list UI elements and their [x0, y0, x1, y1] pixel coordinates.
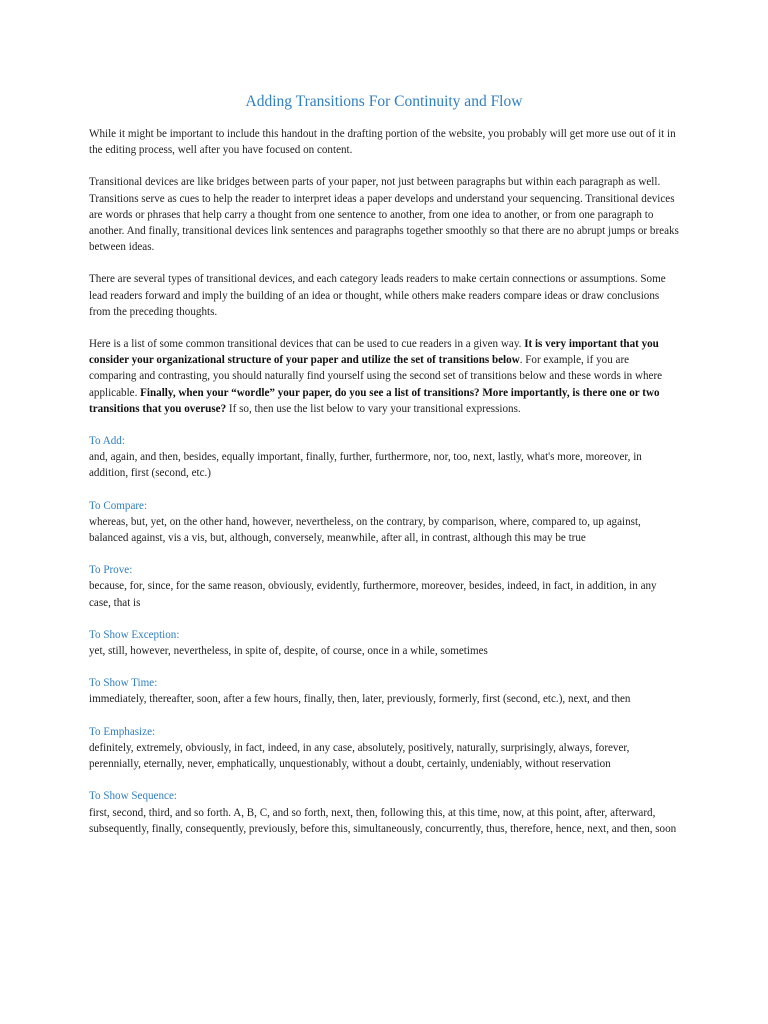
section-text: because, for, since, for the same reason, obviously, evidently, furthermore, moreover, besides, indeed, in fact, in addition, in any case, that is	[89, 580, 657, 609]
section-heading: To Emphasize:	[89, 725, 156, 738]
list-intro-text-3: If so, then use the list below to vary your transitional expressions.	[226, 402, 521, 415]
section-heading: To Prove:	[89, 564, 133, 577]
list-intro-text-1: Here is a list of some common transitional devices that can be used to cue readers in a given way.	[89, 338, 525, 351]
list-intro-emphasis-2: Finally, when your “wordle” your paper, do you see a list of transitions? More importantly, is there one or two transitions that you overuse?	[89, 386, 660, 415]
section-text: yet, still, however, nevertheless, in spite of, despite, of course, once in a while, sometimes	[89, 645, 488, 658]
section-to-compare	[89, 498, 679, 547]
section-heading: To Show Sequence:	[89, 790, 177, 803]
section-to-add	[89, 433, 679, 482]
section-to-show-time	[89, 675, 679, 707]
section-to-emphasize	[89, 724, 679, 773]
section-to-show-exception	[89, 627, 679, 659]
document-title: Adding Transitions For Continuity and Flow	[245, 93, 523, 110]
types-paragraph: There are several types of transitional devices, and each category leads readers to make certain connections or assumptions. Some lead readers forward and imply the building of an idea or thought, while others make readers compare ideas or draw conclusions from the preceding thoughts.	[89, 273, 666, 318]
list-intro-text-2: . For example, if you are comparing and contrasting, you should naturally find yourself using the second set of transitions below and these words in where applicable.	[89, 354, 663, 399]
intro-paragraph: While it might be important to include this handout in the drafting portion of the website, you probably will get more use out of it in the editing process, well after you have focused on content.	[89, 128, 676, 157]
section-heading: To Compare:	[89, 499, 148, 512]
section-text: first, second, third, and so forth. A, B, C, and so forth, next, then, following this, at this time, now, at this point, after, afterward, subsequently, finally, consequently, previously, before this, simultaneously, concurrently, thus, therefore, hence, next, and then, soon	[89, 806, 677, 835]
section-text: immediately, thereafter, soon, after a few hours, finally, then, later, previously, formerly, first (second, etc.), next, and then	[89, 693, 631, 706]
section-heading: To Add:	[89, 435, 125, 448]
section-text: whereas, but, yet, on the other hand, however, nevertheless, on the contrary, by comparison, where, compared to, up against, balanced against, vis a vis, but, although, conversely, meanwhile, after all, in contrast, although this may be true	[89, 515, 641, 545]
section-to-show-sequence	[89, 788, 679, 837]
devices-paragraph: Transitional devices are like bridges between parts of your paper, not just between paragraphs but within each paragraph as well. Transitions serve as cues to help the reader to interpret ideas a paper develops and understand your sequencing. Transitional devices are words or phrases that help carry a thought from one sentence to another, from one idea to another, or from one paragraph to another. And finally, transitional devices link sentences and paragraphs together smoothly so that there are no abrupt jumps or breaks between ideas.	[89, 176, 679, 254]
section-to-prove	[89, 562, 679, 611]
section-text: and, again, and then, besides, equally important, finally, further, furthermore, nor, too, next, lastly, what's more, moreover, in addition, first (second, etc.)	[89, 451, 642, 480]
section-heading: To Show Exception:	[89, 628, 180, 641]
list-intro-paragraph	[89, 336, 679, 417]
document-page	[89, 92, 679, 853]
section-heading: To Show Time:	[89, 677, 158, 690]
section-text: definitely, extremely, obviously, in fact, indeed, in any case, absolutely, positively, naturally, surprisingly, always, forever, perennially, eternally, never, emphatically, unquestionably, without a doubt, certainly, undeniably, without reservation	[89, 741, 630, 771]
list-intro-emphasis-1: It is very important that you consider your organizational structure of your paper and utilize the set of transitions below	[89, 338, 659, 367]
